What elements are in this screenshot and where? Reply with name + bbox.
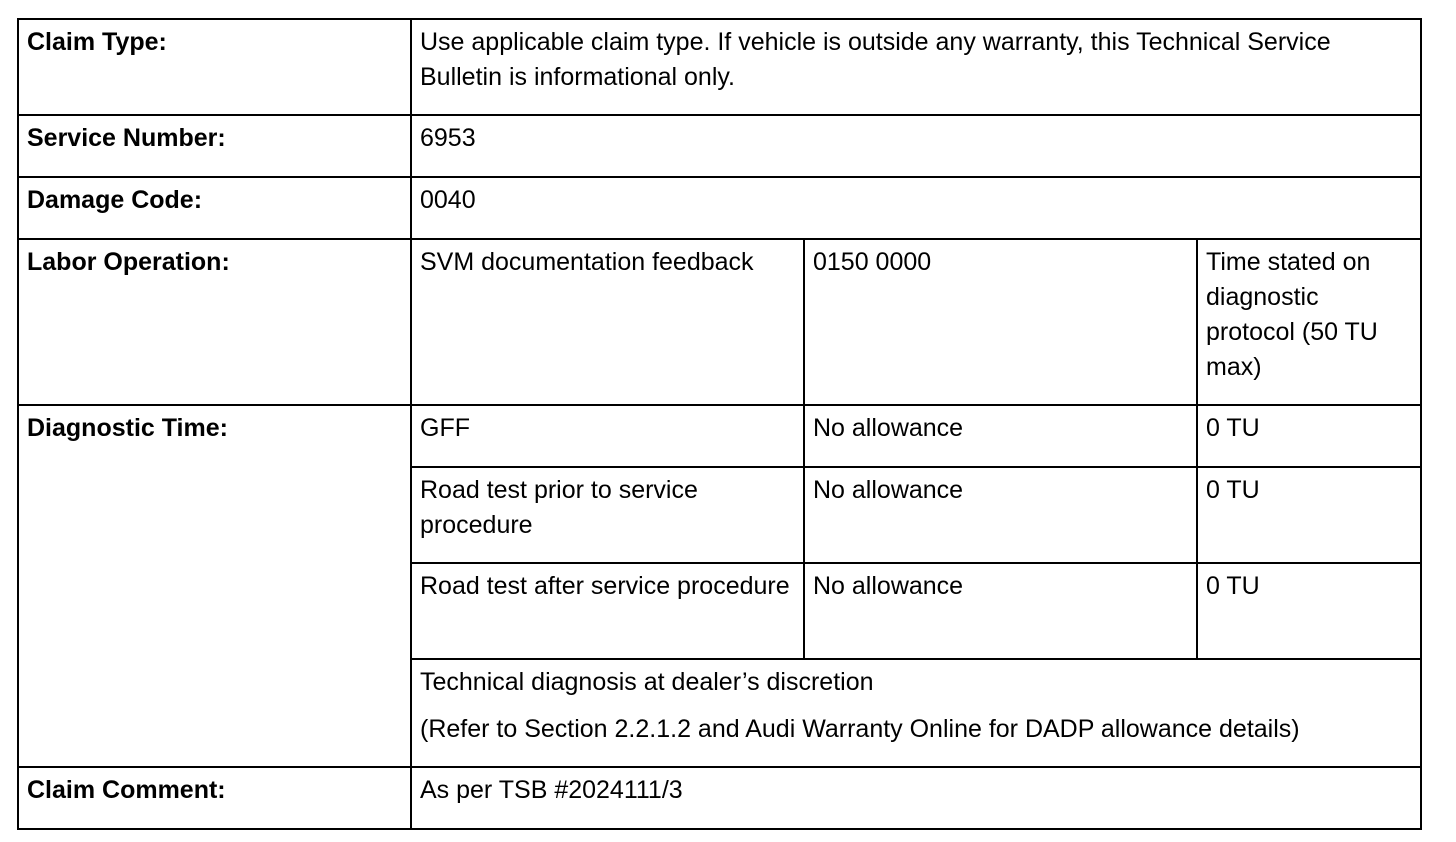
diagnostic-allowance: No allowance xyxy=(804,405,1197,467)
damage-code-label: Damage Code: xyxy=(18,177,411,239)
diagnostic-time-label: Diagnostic Time: xyxy=(18,405,411,767)
damage-code-row xyxy=(18,177,1421,239)
claim-type-label: Claim Type: xyxy=(18,19,411,115)
warranty-claim-table xyxy=(17,18,1422,830)
diagnostic-time-value: 0 TU xyxy=(1197,405,1421,467)
diagnostic-time-value: 0 TU xyxy=(1197,563,1421,659)
service-number-label: Service Number: xyxy=(18,115,411,177)
claim-comment-label: Claim Comment: xyxy=(18,767,411,829)
labor-operation-description: SVM documentation feedback xyxy=(411,239,804,405)
claim-type-value: Use applicable claim type. If vehicle is outside any warranty, this Technical Service Bulletin is informational only. xyxy=(411,19,1421,115)
diagnostic-row-gff xyxy=(18,405,1421,467)
service-number-value: 6953 xyxy=(411,115,1421,177)
labor-operation-label: Labor Operation: xyxy=(18,239,411,405)
claim-comment-row xyxy=(18,767,1421,829)
dadp-reference-line: (Refer to Section 2.2.1.2 and Audi Warranty Online for DADP allowance details) xyxy=(420,715,1300,743)
diagnostic-description: Road test prior to service procedure xyxy=(411,467,804,563)
service-number-row xyxy=(18,115,1421,177)
diagnostic-description: GFF xyxy=(411,405,804,467)
diagnostic-allowance: No allowance xyxy=(804,563,1197,659)
diagnostic-allowance: No allowance xyxy=(804,467,1197,563)
labor-operation-row xyxy=(18,239,1421,405)
diagnostic-time-value: 0 TU xyxy=(1197,467,1421,563)
labor-operation-code: 0150 0000 xyxy=(804,239,1197,405)
damage-code-value: 0040 xyxy=(411,177,1421,239)
technical-diagnosis-note xyxy=(411,659,1421,767)
claim-type-row xyxy=(18,19,1421,115)
diagnostic-description: Road test after service procedure xyxy=(411,563,804,659)
technical-diagnosis-line: Technical diagnosis at dealer’s discretion xyxy=(420,668,874,696)
labor-operation-time: Time stated on diagnostic protocol (50 TU max) xyxy=(1197,239,1421,405)
claim-comment-value: As per TSB #2024111/3 xyxy=(411,767,1421,829)
